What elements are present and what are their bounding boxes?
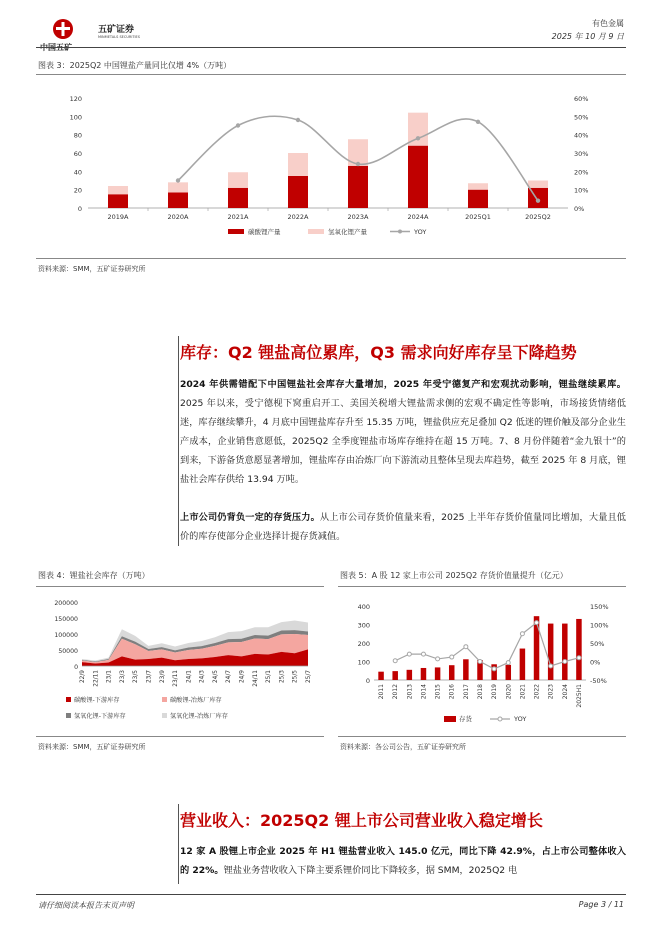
fig5-y2-tick-label: -50% (590, 677, 607, 685)
fig5-yoy-point (478, 660, 482, 664)
fig3-y2-tick-label: 30% (574, 150, 589, 158)
header-date: 2025 年 10 月 9 日 (551, 32, 624, 41)
fig5-chart (338, 594, 626, 728)
fig5-legend-swatch-inventory (444, 716, 456, 722)
fig5-bar-inventory (463, 659, 469, 680)
broker-name-en: MINMETALS SECURITIES (98, 35, 140, 39)
fig3-x-tick-label: 2022A (287, 213, 309, 221)
fig5-y-tick-label: 200 (357, 640, 370, 648)
fig3-legend-marker-yoy (398, 230, 402, 234)
fig3-yoy-point (236, 123, 240, 127)
fig5-x-tick-label: 2022 (533, 684, 541, 700)
fig5-yoy-point (492, 667, 496, 671)
section1-divider (178, 336, 179, 546)
fig4-x-tick-label: 24/1 (186, 670, 193, 684)
fig5-x-tick-label: 2015 (434, 684, 442, 700)
section2-title: 营业收入：2025Q2 锂上市公司营业收入稳定增长 (180, 811, 543, 830)
fig5-yoy-point (464, 645, 468, 649)
broker-name: 五矿证券 (98, 25, 135, 35)
fig3-bar-lithium-hydroxide (168, 182, 188, 192)
fig3-y2-tick-label: 0% (574, 205, 585, 213)
fig5-yoy-point (535, 621, 539, 625)
fig4-x-tick-label: 24/3 (199, 670, 206, 684)
fig3-bar-lithium-carbonate (468, 190, 488, 208)
fig3-y2-tick-label: 20% (574, 168, 589, 177)
fig3-bar-lithium-carbonate (168, 192, 188, 208)
fig3-x-tick-label: 2019A (107, 213, 129, 221)
fig5-bar-inventory (520, 649, 526, 680)
fig5-top-rule (338, 586, 626, 587)
fig5-x-tick-label: 2017 (462, 684, 470, 700)
fig5-x-tick-label: 2025H1 (575, 684, 583, 708)
fig3-y-tick-label: 100 (69, 113, 82, 122)
section1-p1-bold: 2024 年供需错配下中国锂盐社会库存大量增加，2025 年受宁德复产和宏观扰动影响，锂盐继续累库。 (180, 379, 626, 390)
fig3-yoy-point (356, 162, 360, 166)
fig3-yoy-point (176, 178, 180, 182)
fig3-legend-label-yoy: YOY (414, 228, 427, 236)
section1-p2-text: 从上市公司存货价值量来看，2025 上半年存货价值量同比增加，大量且低价的库存使部分企业选择计提存货减值。 (180, 512, 626, 542)
fig4-x-tick-label: 24/7 (226, 670, 233, 684)
fig3-title: 图表 3：2025Q2 中国锂盐产量同比仅增 4%（万吨） (38, 61, 232, 70)
fig4-legend-swatch-hydroxide-smelter (162, 713, 167, 718)
fig5-legend-marker-yoy (498, 717, 502, 721)
fig4-y-tick-label: 200000 (54, 600, 78, 607)
fig5-x-tick-label: 2013 (406, 684, 414, 700)
fig4-x-tick-label: 23/11 (173, 670, 180, 687)
fig3-y-tick-label: 40 (73, 168, 82, 177)
fig3-yoy-point (296, 118, 300, 122)
section2-paragraph-1 (180, 842, 626, 880)
fig4-x-tick-label: 25/3 (279, 670, 286, 684)
fig3-x-tick-label: 2024A (407, 213, 429, 221)
fig5-legend-label-yoy: YOY (514, 715, 527, 723)
fig5-yoy-point (577, 656, 581, 660)
fig4-legend-label-hydroxide-downstream: 氢氧化锂-下游库存 (74, 713, 126, 720)
fig3-x-tick-label: 2023A (347, 213, 369, 221)
fig4-chart (38, 594, 322, 728)
section2-p1-bold: 12 家 A 股锂上市企业 2025 年 H1 锂盐营业收入 145.0 亿元，同比下降 42.9%，占上市公司整体收入的 22%。 (180, 846, 626, 876)
fig4-legend-swatch-carbonate-smelter (162, 697, 167, 702)
fig4-x-tick-label: 25/5 (292, 670, 299, 684)
fig3-y-tick-label: 20 (73, 186, 82, 195)
fig3-legend-swatch-carbonate (228, 229, 244, 234)
fig5-x-tick-label: 2011 (378, 684, 386, 700)
fig3-x-tick-label: 2021A (227, 213, 249, 221)
fig4-x-tick-label: 24/5 (212, 670, 219, 684)
fig5-title: 图表 5：A 股 12 家上市公司 2025Q2 存货价值量提升（亿元） (340, 571, 568, 580)
fig3-y2-tick-label: 40% (574, 131, 589, 140)
fig5-yoy-point (520, 632, 524, 636)
section2-divider (178, 804, 179, 884)
fig5-y2-tick-label: 100% (590, 621, 609, 630)
fig5-x-tick-label: 2024 (561, 684, 569, 700)
fig4-x-tick-label: 25/1 (266, 670, 273, 684)
section1-p2-bold: 上市公司仍背负一定的存货压力。 (180, 512, 320, 523)
fig5-x-tick-label: 2020 (505, 684, 513, 700)
fig5-y-tick-label: 300 (357, 621, 370, 630)
fig5-source: 资料来源：各公司公告，五矿证券研究所 (340, 743, 466, 751)
fig3-y-tick-label: 120 (69, 95, 82, 103)
fig3-bar-lithium-hydroxide (108, 186, 128, 194)
fig5-yoy-point (393, 659, 397, 663)
fig5-bar-inventory (534, 616, 540, 680)
fig4-x-tick-label: 23/5 (133, 670, 140, 684)
fig5-yoy-point (407, 652, 411, 656)
fig5-y2-tick-label: 50% (590, 640, 605, 648)
fig5-x-tick-label: 2023 (547, 684, 555, 700)
fig5-x-tick-label: 2012 (392, 684, 400, 700)
header-sector: 有色金属 (592, 19, 624, 28)
fig5-legend-label-inventory: 存货 (459, 715, 472, 723)
fig4-x-tick-label: 25/7 (306, 670, 312, 684)
fig3-legend-label-carbonate: 碳酸锂产量 (248, 228, 281, 236)
fig3-bottom-rule (36, 258, 626, 259)
fig5-y-tick-label: 0 (365, 677, 370, 685)
fig5-x-tick-label: 2014 (420, 684, 428, 700)
fig3-source: 资料来源：SMM，五矿证券研究所 (38, 265, 146, 273)
fig3-y2-tick-label: 10% (574, 186, 589, 195)
fig3-bar-lithium-hydroxide (528, 181, 548, 188)
fig5-bar-inventory (421, 668, 427, 680)
fig4-bottom-rule (36, 736, 324, 737)
fig5-bottom-rule (338, 736, 626, 737)
fig4-y-tick-label: 100000 (54, 632, 78, 639)
fig5-yoy-point (436, 657, 440, 661)
fig5-bar-inventory (449, 665, 455, 680)
fig4-x-tick-label: 22/11 (93, 670, 100, 687)
fig3-y2-tick-label: 60% (574, 95, 589, 103)
fig4-y-tick-label: 150000 (54, 616, 78, 623)
fig3-yoy-point (416, 136, 420, 140)
fig5-x-tick-label: 2016 (448, 684, 456, 700)
fig3-legend-label-hydroxide: 氢氧化锂产量 (328, 228, 367, 236)
fig3-y-tick-label: 0 (77, 205, 82, 213)
fig3-x-tick-label: 2020A (167, 213, 189, 221)
fig3-bar-lithium-carbonate (108, 194, 128, 208)
fig5-yoy-point (506, 661, 510, 665)
fig4-legend-label-hydroxide-smelter: 氢氧化锂-冶炼厂库存 (170, 713, 228, 720)
fig3-bar-lithium-carbonate (288, 176, 308, 208)
fig4-legend-label-carbonate-downstream: 碳酸锂-下游库存 (74, 697, 120, 704)
fig3-x-tick-label: 2025Q1 (465, 213, 491, 221)
fig4-y-tick-label: 50000 (58, 648, 78, 655)
fig4-y-tick-label: 0 (74, 664, 78, 671)
fig5-x-tick-label: 2019 (491, 684, 499, 700)
fig5-bar-inventory (576, 619, 582, 680)
fig3-chart (38, 86, 618, 246)
fig3-bar-lithium-carbonate (228, 188, 248, 208)
section1-paragraph-2 (180, 508, 626, 546)
fig5-bar-inventory (548, 624, 554, 680)
fig3-bar-lithium-hydroxide (288, 153, 308, 176)
fig5-y-tick-label: 100 (357, 658, 370, 667)
fig3-bar-lithium-hydroxide (468, 183, 488, 189)
fig5-x-tick-label: 2021 (519, 684, 527, 700)
section1-paragraph-1 (180, 375, 626, 489)
fig4-x-tick-label: 23/7 (146, 670, 153, 684)
fig3-top-rule (36, 74, 626, 75)
fig4-x-tick-label: 23/9 (159, 670, 166, 684)
fig4-x-tick-label: 24/9 (239, 670, 246, 684)
fig5-bar-inventory (378, 672, 384, 680)
fig3-legend-swatch-hydroxide (308, 229, 324, 234)
footer-rule (36, 894, 626, 895)
fig5-bar-inventory (562, 624, 568, 680)
fig5-bar-inventory (392, 671, 398, 680)
fig5-y2-tick-label: 0% (590, 658, 601, 667)
fig5-yoy-point (563, 660, 567, 664)
fig4-x-tick-label: 23/1 (106, 670, 113, 684)
fig5-bar-inventory (435, 667, 441, 680)
fig3-yoy-point (476, 120, 480, 124)
fig5-yoy-point (450, 655, 454, 659)
fig4-source: 资料来源：SMM，五矿证券研究所 (38, 743, 146, 751)
fig3-bar-lithium-carbonate (348, 166, 368, 208)
fig3-y2-tick-label: 50% (574, 113, 589, 122)
minmetals-logo-icon (50, 18, 76, 40)
fig4-x-tick-label: 23/3 (119, 670, 126, 684)
fig4-legend-swatch-hydroxide-downstream (66, 713, 71, 718)
fig4-legend-swatch-carbonate-downstream (66, 697, 71, 702)
fig3-bar-lithium-carbonate (408, 146, 428, 208)
fig5-bar-inventory (506, 665, 512, 680)
fig4-legend-label-carbonate-smelter: 碳酸锂-冶炼厂库存 (170, 697, 222, 704)
fig4-x-tick-label: 24/11 (252, 670, 259, 687)
footer-page: Page 3 / 11 (578, 900, 624, 909)
section2-p1-text: 锂盐业务营收收入下降主要系锂价同比下降较多，据 SMM，2025Q2 电 (223, 865, 518, 876)
header-rule (36, 47, 626, 48)
fig3-y-tick-label: 60 (73, 150, 82, 158)
fig5-y2-tick-label: 150% (590, 603, 609, 611)
fig5-y-tick-label: 400 (357, 603, 370, 611)
fig3-y-tick-label: 80 (73, 131, 82, 140)
fig4-x-tick-label: 22/9 (80, 670, 86, 684)
fig3-bar-lithium-hydroxide (228, 172, 248, 188)
fig5-yoy-point (549, 664, 553, 668)
fig3-yoy-point (536, 198, 540, 202)
footer-disclaimer: 请仔细阅读本报告末页声明 (38, 901, 134, 910)
fig5-bar-inventory (407, 670, 413, 680)
fig3-x-tick-label: 2025Q2 (525, 213, 551, 221)
fig5-x-tick-label: 2018 (477, 684, 484, 700)
fig4-title: 图表 4：锂盐社会库存（万吨） (38, 571, 150, 580)
section1-title: 库存：Q2 锂盐高位累库，Q3 需求向好库存呈下降趋势 (180, 343, 577, 362)
fig4-top-rule (36, 586, 324, 587)
fig5-yoy-point (421, 652, 425, 656)
section1-p1-text: 2025 年以来，受宁德枧下窝重启开工、美国关税增大锂盐需求侧的宏观不确定性等影响，市场接货情绪低迷，库存继续攀升，4 月底中国锂盐库存升至 15.35 万吨，锂盐供应充足叠加 Q2 低迷的锂价触及部分企业生产成本，企业销售意愿低，2025Q2 全季度锂盐市场库存维持在超 15 万吨。7、8 月份伴随着“金九银十”的到来，下游备货意愿显著增加，锂盐库存由冶炼厂向下游流动且整体呈现去库趋势，截至 2025 年 8 月底，锂盐社会库存供给 13.94 万吨。 (180, 398, 626, 485)
